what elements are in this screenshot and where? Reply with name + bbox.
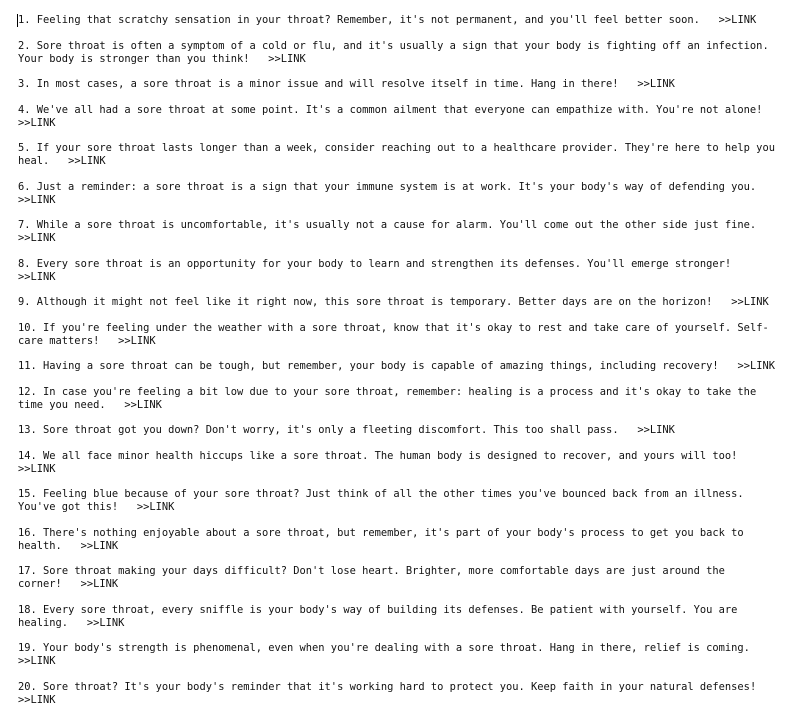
link[interactable]: >>LINK	[737, 360, 775, 372]
list-item	[18, 181, 778, 207]
item-text: Every sore throat, every sniffle is your body's way of building its defenses. Be patient with yourself. You are healing.	[18, 603, 738, 629]
list-item	[18, 565, 778, 591]
item-number: 3.	[18, 78, 31, 90]
list-item	[18, 142, 778, 168]
link[interactable]: >>LINK	[80, 578, 119, 590]
item-number: 17.	[18, 565, 37, 577]
link[interactable]: >>LINK	[18, 193, 56, 206]
list-item	[18, 527, 778, 553]
item-text: If you're feeling under the weather with a sore throat, know that it's okay to rest and take care of yourself. Self-care matters!	[18, 321, 769, 347]
list-item	[18, 219, 778, 245]
item-text: Sore throat making your days difficult? Don't lose heart. Brighter, more comfortable days are just around the corner!	[18, 565, 725, 590]
item-number: 19.	[18, 642, 37, 654]
item-number: 11.	[18, 360, 37, 372]
item-text: Every sore throat is an opportunity for your body to learn and strengthen its defenses. You'll emerge stronger!	[36, 257, 732, 270]
document-body	[18, 14, 778, 719]
item-number: 1.	[18, 14, 31, 26]
link[interactable]: >>LINK	[637, 78, 675, 90]
item-text: Feeling that scratchy sensation in your throat? Remember, it's not permanent, and you'll feel better soon.	[36, 14, 700, 26]
link[interactable]: >>LINK	[268, 52, 306, 65]
link[interactable]: >>LINK	[86, 616, 125, 629]
text-cursor	[17, 14, 18, 27]
item-number: 20.	[18, 680, 37, 693]
list-item	[18, 488, 778, 514]
item-number: 9.	[18, 296, 31, 308]
item-text: In most cases, a sore throat is a minor issue and will resolve itself in time. Hang in there!	[36, 78, 619, 90]
list-item	[18, 322, 778, 348]
list-item	[18, 40, 778, 66]
item-text: We've all had a sore throat at some point. It's a common ailment that everyone can empathize with. You're not alone!	[36, 103, 763, 116]
item-text: Sore throat got you down? Don't worry, it's only a fleeting discomfort. This too shall pass.	[43, 424, 619, 436]
item-text: We all face minor health hiccups like a sore throat. The human body is designed to recover, and yours will too!	[43, 449, 738, 462]
link[interactable]: >>LINK	[18, 232, 56, 244]
link[interactable]: >>LINK	[718, 14, 757, 26]
item-number: 4.	[18, 103, 31, 116]
item-text: There's nothing enjoyable about a sore throat, but remember, it's part of your body's process to get you back to health.	[18, 526, 744, 552]
link[interactable]: >>LINK	[731, 296, 769, 308]
list-item	[18, 104, 778, 130]
list-item	[18, 296, 778, 309]
item-number: 6.	[18, 180, 31, 193]
item-text: While a sore throat is uncomfortable, it's usually not a cause for alarm. You'll come out the other side just fine.	[36, 219, 757, 231]
link[interactable]: >>LINK	[80, 539, 119, 552]
list-item	[18, 258, 778, 284]
link[interactable]: >>LINK	[118, 334, 156, 347]
item-text: Just a reminder: a sore throat is a sign that your immune system is at work. It's your body's way of defending you.	[36, 180, 757, 193]
item-number: 2.	[18, 39, 31, 52]
item-number: 15.	[18, 488, 37, 500]
list-item	[18, 14, 778, 27]
item-text: Sore throat is often a symptom of a cold or flu, and it's usually a sign that your body is fighting off an infection. Your body is stronger than you think!	[18, 39, 769, 65]
link[interactable]: >>LINK	[18, 693, 56, 706]
list-item	[18, 360, 778, 373]
list-item	[18, 604, 778, 630]
link[interactable]: >>LINK	[18, 655, 56, 667]
item-text: In case you're feeling a bit low due to your sore throat, remember: healing is a process and it's okay to take the time you need.	[18, 385, 757, 411]
entry-list	[18, 14, 778, 707]
link[interactable]: >>LINK	[18, 116, 56, 129]
item-text: If your sore throat lasts longer than a week, consider reaching out to a healthcare provider. They're here to help you heal.	[18, 142, 775, 167]
item-number: 14.	[18, 449, 37, 462]
link[interactable]: >>LINK	[124, 398, 162, 411]
list-item	[18, 386, 778, 412]
item-number: 18.	[18, 603, 37, 616]
link[interactable]: >>LINK	[18, 270, 56, 283]
list-item	[18, 642, 778, 668]
list-item	[18, 450, 778, 476]
link[interactable]: >>LINK	[68, 155, 106, 167]
item-text: Sore throat? It's your body's reminder that it's working hard to protect you. Keep faith in your natural defenses!	[43, 680, 757, 693]
item-number: 10.	[18, 321, 37, 334]
link[interactable]: >>LINK	[136, 501, 175, 513]
item-text: Having a sore throat can be tough, but remember, your body is capable of amazing things, including recovery!	[43, 360, 719, 372]
item-number: 13.	[18, 424, 37, 436]
item-text: Although it might not feel like it right now, this sore throat is temporary. Better days are on the horizon!	[36, 296, 713, 308]
list-item	[18, 681, 778, 707]
item-number: 12.	[18, 385, 37, 398]
list-item	[18, 78, 778, 91]
item-text: Your body's strength is phenomenal, even when you're dealing with a sore throat. Hang in there, relief is coming.	[43, 642, 750, 654]
item-text: Feeling blue because of your sore throat? Just think of all the other times you've bounced back from an illness. You've got this!	[18, 488, 744, 513]
item-number: 5.	[18, 142, 31, 154]
item-number: 7.	[18, 219, 31, 231]
item-number: 16.	[18, 526, 37, 539]
item-number: 8.	[18, 257, 31, 270]
list-item	[18, 424, 778, 437]
link[interactable]: >>LINK	[637, 424, 675, 436]
link[interactable]: >>LINK	[18, 462, 56, 475]
